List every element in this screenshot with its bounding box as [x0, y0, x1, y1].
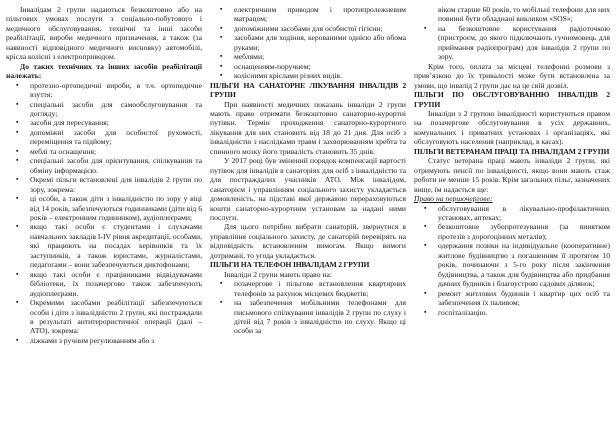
- list-item: ▪ допоміжні засоби для особистої рухомості, переміщення та підйому;: [6, 128, 202, 147]
- intro-paragraph: Інвалідам 2 групи надаються безкоштовно або на пільгових умовах послуги з соціально-побутового і медичного обслуговування, технічні та інші засоби реабілітації, вироби медичного призначення, а також (за наявності відповідного медичного висновку) автомобілі, крісла колісні з електроприводом.: [6, 5, 202, 62]
- list-item: ▪ засобами для ходіння, керованими однією або обома руками;: [210, 33, 406, 52]
- list-item: ▪ безкоштовне зубопротезування (за винятком протезів з дорогоцінних металів);: [414, 222, 610, 241]
- list-item: ▪ Окремі пільги встановлені для інвалідів 2 групи по зору, зокрема:: [6, 175, 202, 194]
- list-item: ▪ меблями;: [210, 52, 406, 61]
- veteran-heading: ПІЛЬГИ ВЕТЕРАНАМ ПРАЦІ ТА ІНВАЛІДАМ 2 ГРУПИ: [414, 146, 610, 156]
- list-item: ▪ протезно-ортопедичні вироби, в т.ч. ортопедичне взуття;: [6, 81, 202, 100]
- list-item: ▪ на забезпечення мобільними телефонами для письмового спілкування інвалідів 2 групи по слуху і дітей від 7 років з інвалідністю по слуху. Якщо ці особи за: [210, 298, 406, 336]
- rehab-means-list: [6, 81, 202, 346]
- veteran-list: [414, 204, 610, 317]
- list-item: ▪ оснащенням-поручнем;: [210, 62, 406, 71]
- list-item: ▪ позачергове і пільгове встановлення квартирних телефонів за рахунок місцевих бюджетів;: [210, 279, 406, 298]
- list-item: ▪ ці особи, а також діти з інвалідністю по зору у віці від 14 років, забезпечуються годинниками (діти від 6 років – електронним годинником), аудіоплеєрами;: [6, 194, 202, 222]
- list-item: ▪ спеціальні засоби для орієнтування, спілкування та обміну інформацією.: [6, 156, 202, 175]
- phone-list: [210, 279, 406, 336]
- list-item: ▪ якщо такі особи є студентами і слухачами навчальних закладів І-IV рівня акредитації, особами, які працюють на посадах керівників та їх заступників, а також юристами, журналістами, педагогами – вони забезпечуються диктофонами;: [6, 222, 202, 269]
- sanatorium-heading: ПІЛЬГИ НА САНАТОРНЕ ЛІКУВАННЯ ІНВАЛІДІВ 2 ГРУПИ: [210, 80, 406, 100]
- veteran-paragraph: Статус ветерана праці мають інваліди 2 групи, які отримують пенсії по інвалідності, якщо вони мають стаж роботи не менше 15 років. Крім загальних пільг, зазначених вище, їм надається ще:: [414, 156, 610, 194]
- list-item: ▪ якщо такі особи є працівниками відвідувачами бібліотеки, їх позачергово також забезпечують аудіоплеєрами.: [6, 270, 202, 298]
- list-item: ▪ колісними кріслами різних видів.: [210, 71, 406, 80]
- list-item: ▪ допоміжними засобами для особистої гігієни;: [210, 24, 406, 33]
- column-2: [210, 5, 406, 434]
- service-paragraph: Інваліди з 2 групою інвалідності користуються правом на позачергове обслуговування в усіх державних, комунальних і приватних установах і організаціях, які обслуговують населення (наприклад, в касах).: [414, 108, 610, 147]
- list-item: ▪ ліжками з ручним регулюванням або з: [6, 336, 202, 345]
- list-item: ▪ меблі та оснащення;: [6, 147, 202, 156]
- rehab-means-list-continued: [210, 5, 406, 81]
- phone-heading: ПІЛЬГИ НА ТЕЛЕФОН ІНВАЛІДАМ 2 ГРУПИ: [210, 260, 370, 270]
- phone-paragraph: Інваліди 2 групи мають право на:: [224, 269, 332, 279]
- service-heading: ПІЛЬГИ ПО ОБСЛУГОВУВАННЮ ІНВАЛІДІВ 2 ГРУПИ: [414, 90, 610, 109]
- list-item: ▪ обслуговування в лікувально-профілактичних установах, аптеках;: [414, 204, 610, 223]
- phone-continued-paragraph: віком старше 60 років, то мобільні телефони для них повинні бути обладнані викликом «SOS»;: [438, 5, 610, 24]
- radio-paragraph: Крім того, оплата за місцеві телефонні розмови з прив’язкою до їх тривалості може бути встановлена за умови, що інвалід 2 групи дає на це свій дозвіл.: [414, 61, 610, 90]
- rehab-means-heading: До таких технічних та інших засобів реабілітації належать:: [6, 61, 202, 81]
- list-item: ▪ одержання позики на індивідуальне (кооперативне) житлове будівництво з погашенням її протягом 10 років, починаючи з 5-го року після закінчення будівництва, а також для будівництва або придбання дачних будинків і благоустрою садових ділянок;: [414, 241, 610, 288]
- column-1: [6, 5, 202, 434]
- list-item: ▪ госпіталізацію.: [414, 308, 610, 317]
- list-item: ▪ електричним приводом і протипролежневим матрацом;: [210, 5, 406, 24]
- radio-list: [414, 24, 610, 62]
- sanatorium-paragraph-1: При наявності медичних показань інваліди 2 групи мають право отримати безкоштовно санаторно-курортні путівки. Термін проходження санаторно-курортного лікування для них становить від 18 до 21 дня. Для осіб з інвалідністю з наслідками травм і захворюванням хребта та спинного мозку його тривалість становить 35 днів.: [210, 99, 406, 156]
- list-item: ▪ на безкоштовне користування радіоточкою (пристроєм, до якого підключають гучномовець для приймання радіопрограм) для інвалідів 2 групи по зору.: [414, 24, 610, 62]
- list-item: ▪ засоби для пересування;: [6, 118, 202, 127]
- list-item: ▪ Окремими засобами реабілітації забезпечуються особи і діти з інвалідністю 2 групи, які постраждали в результаті антитерористичної операції (далі – АТО), зокрема:: [6, 298, 202, 336]
- list-item: ▪ ремонт житлових будинків і квартир цих осіб та забезпечення їх паливом;: [414, 289, 610, 308]
- priority-subheading: Право на першочергове:: [414, 194, 493, 204]
- sanatorium-paragraph-3: Для цього потрібно вибрати санаторій, звернутися в управління соціального захисту, де санаторій перевірять на відповідність встановленим вимогам. Якщо вимоги дотримані, то угода укладається.: [210, 222, 406, 260]
- sanatorium-paragraph-2: У 2017 році був змінений порядок компенсації вартості путівок для інвалідів в санаторіях для осіб з інвалідністю та для постраждалих учасників АТО. Між інвалідом, санаторієм і управлінням соціального захисту укладається домовленість, на підставі якої державою перераховуються кошти санаторно-курортним установам за надані ними послуги.: [210, 156, 406, 222]
- list-item: ▪ спеціальні засоби для самообслуговування та догляду;: [6, 100, 202, 119]
- column-3: [414, 5, 610, 434]
